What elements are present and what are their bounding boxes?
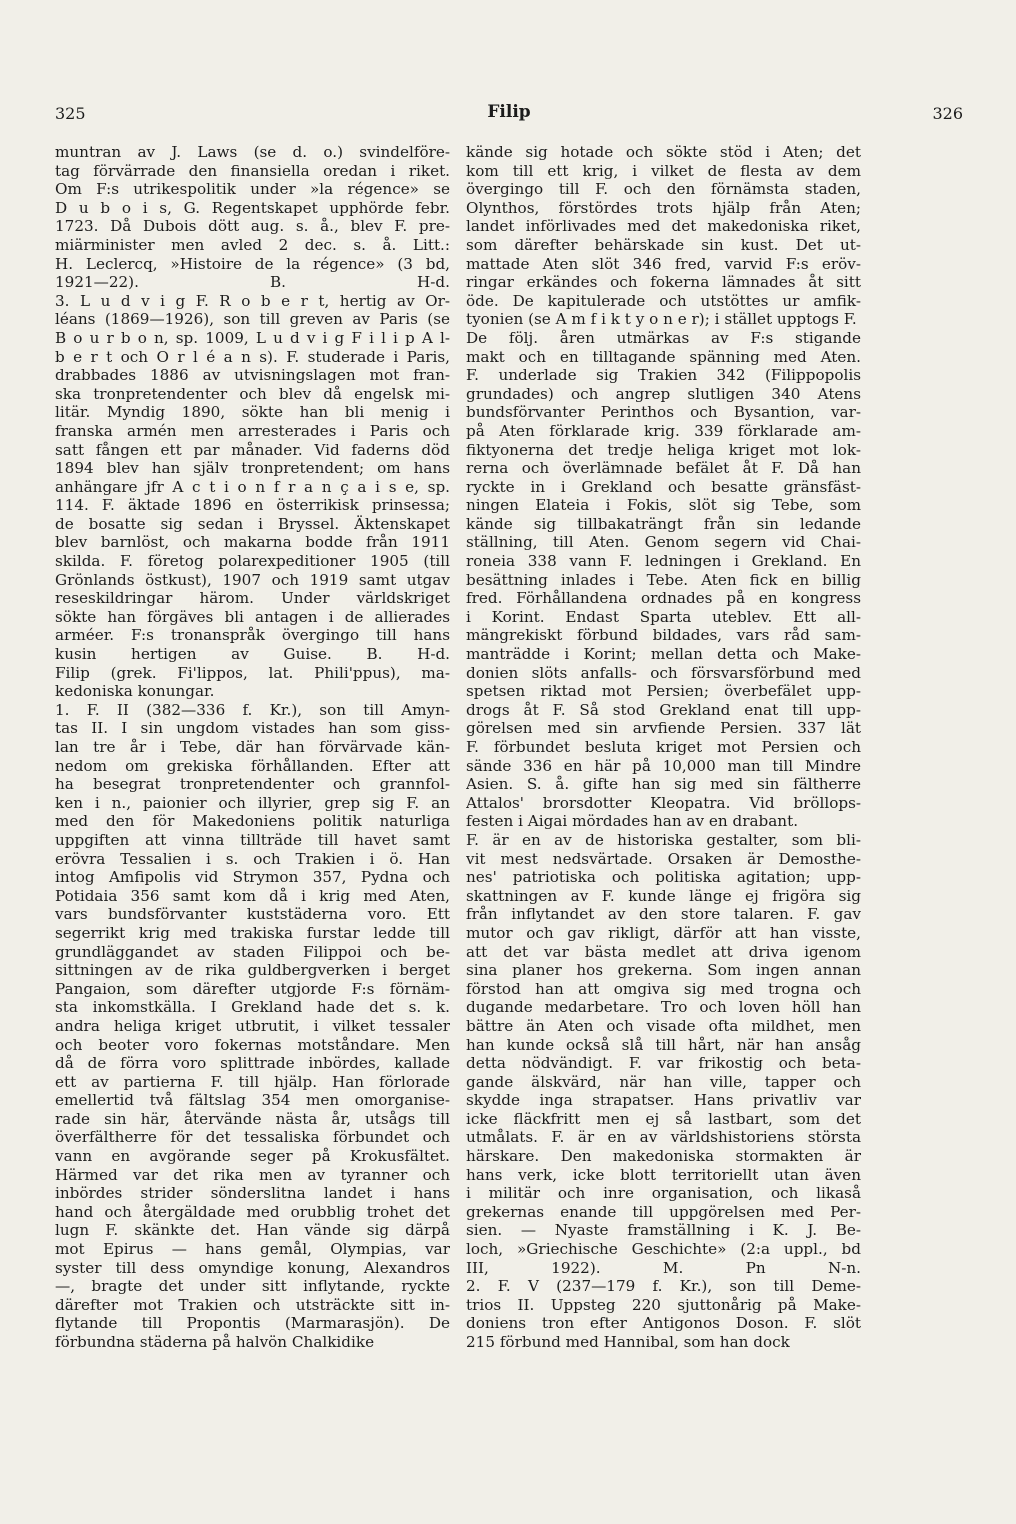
text-line: Filip (grek. Fi'lippos, lat. Phili'ppus), ma- xyxy=(55,663,450,682)
text-line: skilda. F. företog polarexpeditioner 1905 (till xyxy=(55,552,450,571)
text-line: roneia 338 vann F. ledningen i Grekland. En xyxy=(466,552,861,571)
text-line: donien slöts anfalls- och försvarsförbund med xyxy=(466,663,861,682)
text-line: miärminister men avled 2 dec. s. å. Litt.: xyxy=(55,235,450,254)
text-line: anhängare jfr A c t i o n f r a n ç a i s e, sp. xyxy=(55,477,450,496)
text-line: mot Epirus — hans gemål, Olympias, var xyxy=(55,1240,450,1259)
running-title: Filip xyxy=(487,102,531,122)
text-line: som därefter behärskade sin kust. Det ut- xyxy=(466,235,861,254)
text-line: lugn F. skänkte det. Han vände sig därpå xyxy=(55,1221,450,1240)
text-line: F. underlade sig Trakien 342 (Filippopolis xyxy=(466,366,861,385)
text-line: icke fläckfritt men ej så lastbart, som det xyxy=(466,1109,861,1128)
text-line: tas II. I sin ungdom vistades han som giss- xyxy=(55,719,450,738)
text-line: kusin hertigen av Guise. B. H-d. xyxy=(55,645,450,664)
text-line: bättre än Aten och visade ofta mildhet, men xyxy=(466,1016,861,1035)
text-line: ryckte in i Grekland och besatte gränsfäst- xyxy=(466,477,861,496)
text-line: andra heliga kriget utbrutit, i vilket tessaler xyxy=(55,1016,450,1035)
text-line: skydde inga strapatser. Hans privatliv var xyxy=(466,1091,861,1110)
text-line: rade sin här, återvände nästa år, utsågs till xyxy=(55,1109,450,1128)
text-line: i Korint. Endast Sparta uteblev. Ett all- xyxy=(466,607,861,626)
text-line: görelsen med sin arvfiende Persien. 337 lät xyxy=(466,719,861,738)
text-line: drabbades 1886 av utvisningslagen mot fran- xyxy=(55,366,450,385)
text-line: b e r t och O r l é a n s). F. studerade i Paris, xyxy=(55,347,450,366)
text-line: mängrekiskt förbund bildades, vars råd sam- xyxy=(466,626,861,645)
text-line: de bosatte sig sedan i Bryssel. Äktenskapet xyxy=(55,514,450,533)
right-text-column xyxy=(466,143,861,1352)
text-line: förstod han att omgiva sig med trogna och xyxy=(466,979,861,998)
text-line: muntran av J. Laws (se d. o.) svindelföre- xyxy=(55,143,450,161)
text-line: doniens tron efter Antigonos Doson. F. slöt xyxy=(466,1314,861,1333)
page-header xyxy=(55,98,963,128)
text-line: 215 förbund med Hannibal, som han dock xyxy=(466,1333,790,1351)
text-line: fred. Förhållandena ordnades på en kongress xyxy=(466,589,861,608)
text-line: emellertid två fältslag 354 men omorganise- xyxy=(55,1091,450,1110)
text-line: 3. L u d v i g F. R o b e r t, hertig av Or- xyxy=(55,291,450,310)
text-line: 114. F. äktade 1896 en österrikisk prinsessa; xyxy=(55,496,450,515)
text-line: litär. Myndig 1890, sökte han bli menig i xyxy=(55,403,450,422)
text-line: fiktyonerna det tredje heliga kriget mot lok- xyxy=(466,440,861,459)
text-line: 1921—22). B. H-d. xyxy=(55,273,450,292)
text-line: grekernas enande till uppgörelsen med Per- xyxy=(466,1202,861,1221)
text-line: bundsförvanter Perinthos och Bysantion, var- xyxy=(466,403,861,422)
text-line: sta inkomstkälla. I Grekland hade det s. k. xyxy=(55,998,450,1017)
text-line: F. är en av de historiska gestalter, som bli- xyxy=(466,830,861,849)
right-page-number: 326 xyxy=(932,104,963,123)
text-line: vann en avgörande seger på Krokusfältet. xyxy=(55,1147,450,1166)
text-line: franska armén men arresterades i Paris och xyxy=(55,421,450,440)
text-line: 1894 blev han själv tronpretendent; om hans xyxy=(55,459,450,478)
text-line: 1. F. II (382—336 f. Kr.), son till Amyn- xyxy=(55,700,450,719)
text-line: ken i n., paionier och illyrier, grep sig F. an xyxy=(55,793,450,812)
text-line: Potidaia 356 samt kom då i krig med Aten, xyxy=(55,886,450,905)
text-line: dugande medarbetare. Tro och loven höll han xyxy=(466,998,861,1017)
text-line: då de förra voro splittrade inbördes, kallade xyxy=(55,1054,450,1073)
text-line: överfältherre för det tessaliska förbundet och xyxy=(55,1128,450,1147)
text-line: förbundna städerna på halvön Chalkidike xyxy=(55,1333,375,1351)
text-line: De följ. åren utmärkas av F:s stigande xyxy=(466,328,861,347)
text-line: drogs åt F. Så stod Grekland enat till upp- xyxy=(466,700,861,719)
text-line: Attalos' brorsdotter Kleopatra. Vid bröllops- xyxy=(466,793,861,812)
text-line: uppgiften att vinna tillträde till havet samt xyxy=(55,830,450,849)
left-page-number: 325 xyxy=(55,104,86,123)
text-line: grundläggandet av staden Filippoi och be- xyxy=(55,942,450,961)
text-line: hand och återgäldade med orubblig trohet det xyxy=(55,1202,450,1221)
text-line: kom till ett krig, i vilket de flesta av dem xyxy=(466,161,861,180)
text-line: sina planer hos grekerna. Som ingen annan xyxy=(466,961,861,980)
text-line: Härmed var det rika men av tyranner och xyxy=(55,1165,450,1184)
text-line: ska tronpretendenter och blev då engelsk mi- xyxy=(55,384,450,403)
text-line: ställning, till Aten. Genom segern vid Chai- xyxy=(466,533,861,552)
text-line: övergingo till F. och den förnämsta staden, xyxy=(466,180,861,199)
text-line: landet införlivades med det makedoniska riket, xyxy=(466,217,861,236)
text-line: —, bragte det under sitt inflytande, ryckte xyxy=(55,1277,450,1296)
text-line: från inflytandet av den store talaren. F. gav xyxy=(466,905,861,924)
text-line: på Aten förklarade krig. 339 förklarade am- xyxy=(466,421,861,440)
text-line: att det var bästa medlet att driva igenom xyxy=(466,942,861,961)
text-line: härskare. Den makedoniska stormakten är xyxy=(466,1147,861,1166)
text-line: Grönlands östkust), 1907 och 1919 samt utgav xyxy=(55,570,450,589)
text-line: utmålats. F. är en av världshistoriens största xyxy=(466,1128,861,1147)
text-line: han kunde också slå till hårt, när han ansåg xyxy=(466,1035,861,1054)
text-line: Pangaion, som därefter utgjorde F:s förnäm- xyxy=(55,979,450,998)
text-line: makt och en tilltagande spänning med Aten. xyxy=(466,347,861,366)
text-line: sökte han förgäves bli antagen i de allierades xyxy=(55,607,450,626)
text-line: tyonien (se A m f i k t y o n e r); i stället upptogs F. xyxy=(466,310,857,329)
text-line: ett av partierna F. till hjälp. Han förlorade xyxy=(55,1072,450,1091)
text-line: därefter mot Trakien och utsträckte sitt in- xyxy=(55,1295,450,1314)
text-line: arméer. F:s tronanspråk övergingo till hans xyxy=(55,626,450,645)
text-line: B o u r b o n, sp. 1009, L u d v i g F i l i p A l- xyxy=(55,328,450,347)
text-line: nes' patriotiska och politiska agitation; upp- xyxy=(466,868,861,887)
text-line: hans verk, icke blott territoriellt utan även xyxy=(466,1165,861,1184)
text-line: III, 1922). M. Pn N-n. xyxy=(466,1258,861,1277)
text-line: 1723. Då Dubois dött aug. s. å., blev F. pre- xyxy=(55,217,450,236)
text-line: intog Amfipolis vid Strymon 357, Pydna och xyxy=(55,868,450,887)
text-line: sittningen av de rika guldbergverken i berget xyxy=(55,961,450,980)
text-line: mattade Aten slöt 346 fred, varvid F:s eröv- xyxy=(466,254,861,273)
text-line: spetsen riktad mot Persien; överbefälet upp- xyxy=(466,682,861,701)
text-line: mutor och gav rikligt, därför att han visste, xyxy=(466,923,861,942)
text-line: vars bundsförvanter kuststäderna voro. Ett xyxy=(55,905,450,924)
text-line: festen i Aigai mördades han av en drabant. xyxy=(466,812,799,831)
text-line: F. förbundet besluta kriget mot Persien och xyxy=(466,738,861,756)
text-line: satt fången ett par månader. Vid faderns död xyxy=(55,440,450,459)
text-line: segerrikt krig med trakiska furstar ledde till xyxy=(55,923,450,942)
text-line: loch, »Griechische Geschichte» (2:a uppl., bd xyxy=(466,1240,861,1259)
text-line: Asien. S. å. gifte han sig med sin fältherre xyxy=(466,775,861,794)
text-line: med den för Makedoniens politik naturliga xyxy=(55,812,450,831)
text-line: reseskildringar härom. Under världskriget xyxy=(55,589,450,608)
text-line: flytande till Propontis (Marmarasjön). De xyxy=(55,1314,450,1333)
text-line: blev barnlöst, och makarna bodde från 1911 xyxy=(55,533,450,552)
text-line: H. Leclercq, »Histoire de la régence» (3 bd, xyxy=(55,254,450,273)
text-line: lan tre år i Tebe, där han förvärvade kän- xyxy=(55,738,450,756)
text-line: léans (1869—1926), son till greven av Paris (se xyxy=(55,310,450,329)
text-line: öde. De kapitulerade och utstöttes ur amfik- xyxy=(466,291,861,310)
text-line: skattningen av F. kunde länge ej frigöra sig xyxy=(466,886,861,905)
text-line: tag förvärrade den finansiella oredan i riket. xyxy=(55,161,450,180)
text-line: i militär och inre organisation, och likaså xyxy=(466,1184,861,1203)
text-line: besättning inlades i Tebe. Aten fick en billig xyxy=(466,570,861,589)
text-line: detta nödvändigt. F. var frikostig och beta- xyxy=(466,1054,861,1073)
text-line: vit mest nedsvärtade. Orsaken är Demosthe- xyxy=(466,849,861,868)
text-line: 2. F. V (237—179 f. Kr.), son till Deme- xyxy=(466,1277,861,1296)
text-line: ringar erkändes och fokerna lämnades åt sitt xyxy=(466,273,861,292)
text-line: manträdde i Korint; mellan detta och Make- xyxy=(466,645,861,664)
text-line: rerna och överlämnade befälet åt F. Då han xyxy=(466,459,861,478)
text-line: syster till dess omyndige konung, Alexandros xyxy=(55,1258,450,1277)
text-line: kände sig hotade och sökte stöd i Aten; det xyxy=(466,143,861,161)
text-line: sände 336 en här på 10,000 man till Mindre xyxy=(466,756,861,775)
text-line: kedoniska konungar. xyxy=(55,682,215,701)
text-line: grundades) och angrep slutligen 340 Atens xyxy=(466,384,861,403)
text-line: trios II. Uppsteg 220 sjuttonårig på Make- xyxy=(466,1295,861,1314)
text-line: D u b o i s, G. Regentskapet upphörde febr. xyxy=(55,198,450,217)
text-line: nedom om grekiska förhållanden. Efter att xyxy=(55,756,450,775)
text-line: och beoter voro fokernas motståndare. Men xyxy=(55,1035,450,1054)
text-line: ha besegrat tronpretendenter och grannfol- xyxy=(55,775,450,794)
text-line: Olynthos, förstördes trots hjälp från Aten; xyxy=(466,198,861,217)
text-line: ningen Elateia i Fokis, slöt sig Tebe, som xyxy=(466,496,861,515)
left-text-column xyxy=(55,143,450,1352)
text-line: gande älskvärd, när han ville, tapper och xyxy=(466,1072,861,1091)
text-line: sien. — Nyaste framställning i K. J. Be- xyxy=(466,1221,861,1240)
text-line: erövra Tessalien i s. och Trakien i ö. Han xyxy=(55,849,450,868)
text-line: inbördes strider sönderslitna landet i hans xyxy=(55,1184,450,1203)
text-line: Om F:s utrikespolitik under »la régence» se xyxy=(55,180,450,199)
text-line: kände sig tillbakaträngt från sin ledande xyxy=(466,514,861,533)
